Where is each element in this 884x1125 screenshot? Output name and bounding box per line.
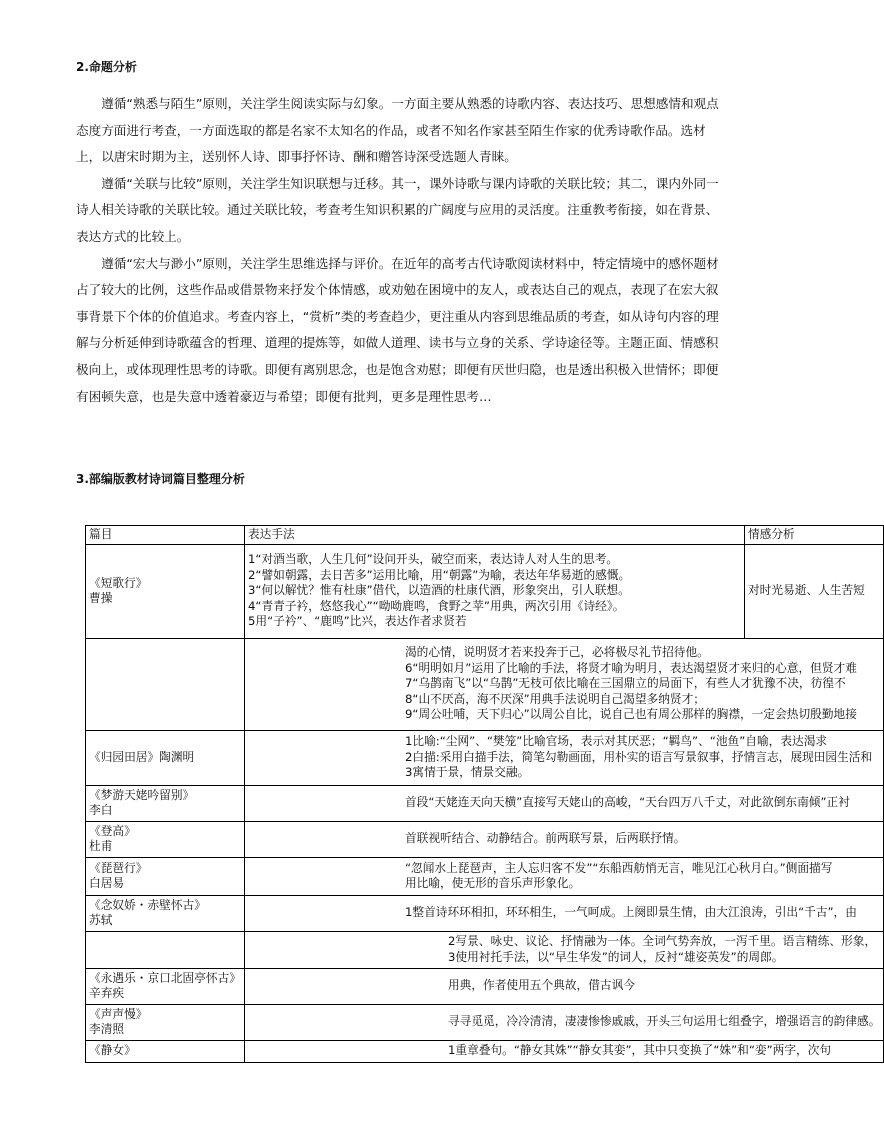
poem-title-cell: [86, 1004, 245, 1040]
technique-cell: 1整首诗环环相扣，环环相生，一气呵成。上阕即景生情，由大江浪涛，引出“千古”，由: [244, 895, 883, 931]
technique-line: 渴的心情，说明贤才若来投奔于己，必将极尽礼节招待他。: [404, 645, 709, 660]
technique-line: 3寓情于景，情景交融。: [404, 765, 530, 780]
header-emotion: 情感分析: [744, 526, 883, 545]
poems-table: [85, 525, 884, 1063]
technique-line: 2白描:采用白描手法，简笔勾勒画面，用朴实的语言写景叙事，抒情言志，展现田园生活和: [404, 749, 873, 764]
poem-title: 《静女》: [89, 1043, 136, 1058]
section-2-body: [76, 91, 720, 410]
header-technique: 表达手法: [244, 526, 744, 545]
poem-title-cell: [86, 821, 245, 857]
table-row: [86, 821, 884, 857]
technique-line: “忽闻水上琵琶声，主人忘归客不发”“东船西舫悄无言，唯见江心秋月白。”侧面描写: [404, 860, 833, 875]
emotion-cell: 对时光易逝、人生苦短: [744, 544, 883, 638]
poem-title: 《声声慢》: [89, 1006, 148, 1021]
technique-cell: 首段“天姥连天向天横”直接写天姥山的高峻，“天台四万八千丈，对此欲倒东南倾”正衬: [244, 785, 883, 821]
technique-line: 4“青青子衿，悠悠我心”“呦呦鹿鸣，食野之苹”用典，两次引用《诗经》。: [247, 598, 625, 613]
technique-line: 1比喻:“尘网”、“樊笼”比喻官场，表示对其厌恶；“羁鸟”、“池鱼”自喻，表达渴求: [404, 734, 828, 749]
poem-title-cell: [86, 730, 245, 785]
table-row: [86, 857, 884, 895]
poem-title-cell: [86, 968, 245, 1004]
poem-author: 李白: [89, 803, 113, 817]
poem-title-cell: [86, 895, 245, 931]
section-3-heading: 3.部编版教材诗词篇目整理分析: [76, 472, 245, 486]
table-row: [86, 1040, 884, 1062]
technique-line: 5用“子衿”、“鹿鸣”比兴，表达作者求贤若: [247, 614, 467, 629]
technique-cell: [244, 544, 744, 638]
poem-author: 苏轼: [89, 913, 113, 927]
table-row: [86, 785, 884, 821]
technique-line: 3“何以解忧？惟有杜康”借代，以造酒的杜康代酒，形象突出，引人联想。: [247, 583, 630, 598]
poem-title: 《永遇乐・京口北固亭怀古》: [89, 970, 241, 985]
technique-cell: [244, 857, 883, 895]
poem-author: 李清照: [89, 1022, 125, 1036]
poem-title: 《念奴娇・赤壁怀古》: [89, 897, 206, 912]
poem-author: 杜甫: [89, 839, 113, 853]
paragraph-familiar: 遵循“熟悉与陌生”原则，关注学生阅读实际与幻象。一方面主要从熟悉的诗歌内容、表达技巧、思想感情和观点态度方面进行考查，一方面选取的都是名家不太知名的作品，或者不知名作家甚至陌生作家的优秀诗歌作品。选材上，以唐宋时期为主，送别怀人诗、即事抒怀诗、酬和赠答诗深受选题人青睐。: [76, 96, 719, 165]
poem-author: 辛弃疾: [89, 986, 125, 1000]
technique-line: 9“周公吐哺，天下归心”以周公自比，说自己也有周公那样的胸襟，一定会热切殷勤地接: [404, 707, 857, 722]
poem-title: 《归园田居》陶渊明: [89, 749, 195, 764]
poem-title: 《梦游天姥吟留别》: [89, 787, 195, 802]
poem-title-cell: [86, 785, 245, 821]
technique-cell: [244, 638, 883, 730]
table-row: [86, 895, 884, 931]
poem-title-cell: [86, 1040, 245, 1062]
table-header-row: [86, 526, 884, 545]
technique-line: 3使用衬托手法，以“早生华发”的词人，反衬“雄姿英发”的周郎。: [447, 949, 784, 964]
paragraph-compare: 遵循“关联与比较”原则，关注学生知识联想与迁移。其一，课外诗歌与课内诗歌的关联比较；其二，课内外同一诗人相关诗歌的关联比较。通过关联比较，考查考生知识积累的广阔度与应用的灵活度。注重教考衔接，如在背景、表达方式的比较上。: [76, 175, 719, 244]
technique-cell: 寻寻觅觅，冷冷清清，凄凄惨惨戚戚，开头三句运用七组叠字，增强语言的韵律感。: [244, 1004, 883, 1040]
technique-cell: 1重章叠句。“静女其姝”“静女其娈”，其中只变换了“姝”和“娈”两字，次句: [244, 1040, 883, 1062]
technique-cell: 首联视听结合、动静结合。前两联写景，后两联抒情。: [244, 821, 883, 857]
table-row: [86, 968, 884, 1004]
technique-line: 2写景、咏史、议论、抒情融为一体。全词气势奔放，一泻千里。语言精练、形象，: [447, 934, 877, 948]
technique-cell: 用典，作者使用五个典故，借古讽今: [244, 968, 883, 1004]
technique-line: 8“山不厌高，海不厌深”用典手法说明自己渴望多纳贤才；: [404, 691, 705, 706]
table-row: [86, 1004, 884, 1040]
technique-line: 2“譬如朝露，去日苦多”运用比喻，用“朝露”为喻，表达年华易逝的感慨。: [247, 567, 631, 582]
section-2-heading: 2.命题分析: [76, 60, 137, 74]
poem-author: 白居易: [89, 876, 125, 890]
paragraph-grand: 遵循“宏大与渺小”原则，关注学生思维选择与评价。在近年的高考古代诗歌阅读材料中，特定情境中的感怀题材占了较大的比例，这些作品或借景物来抒发个体情感，或劝勉在困境中的友人，或表达自己的观点，表现了在宏大叙事背景下个体的价值追求。考查内容上，“赏析”类的考查趋少，更注重从内容到思维品质的考查，如从诗句内容的理解与分析延伸到诗歌蕴含的哲理、道理的提炼等，如做人道理、读书与立身的关系、学诗途径等。主题正面、情感积极向上，或体现理性思考的诗歌。即便有离别思念，也是饱含劝慰；即便有厌世归隐，也是透出积极入世情怀；即便有困顿失意，也是失意中透着豪迈与希望；即便有批判，更多是理性思考…: [76, 255, 719, 404]
poem-title-cell: [86, 544, 245, 638]
poem-title: 《琵琶行》: [89, 860, 148, 875]
table-row: [86, 638, 884, 730]
technique-line: 用比喻，使无形的音乐声形象化。: [404, 876, 581, 890]
poem-title: 《短歌行》: [89, 575, 148, 590]
technique-cell: [244, 730, 883, 785]
poem-title: 《登高》: [89, 823, 136, 838]
poem-title-cell: [86, 931, 245, 968]
table-row: [86, 544, 884, 638]
technique-cell: [244, 931, 883, 968]
table-row: [86, 730, 884, 785]
poem-author: 曹操: [89, 591, 113, 605]
poem-title-cell: [86, 857, 245, 895]
table-row: [86, 931, 884, 968]
header-title: 篇目: [86, 526, 245, 545]
poem-title-cell: [86, 638, 245, 730]
technique-line: 7“乌鹊南飞”以“乌鹊”无枝可依比喻在三国鼎立的局面下，有些人才犹豫不决，彷徨不: [404, 676, 846, 691]
technique-line: 6“明明如月”运用了比喻的手法，将贤才喻为明月，表达渴望贤才来归的心意，但贤才难: [404, 660, 857, 675]
technique-line: 1“对酒当歌，人生几何”设问开头，破空而来，表达诗人对人生的思考。: [247, 552, 619, 567]
